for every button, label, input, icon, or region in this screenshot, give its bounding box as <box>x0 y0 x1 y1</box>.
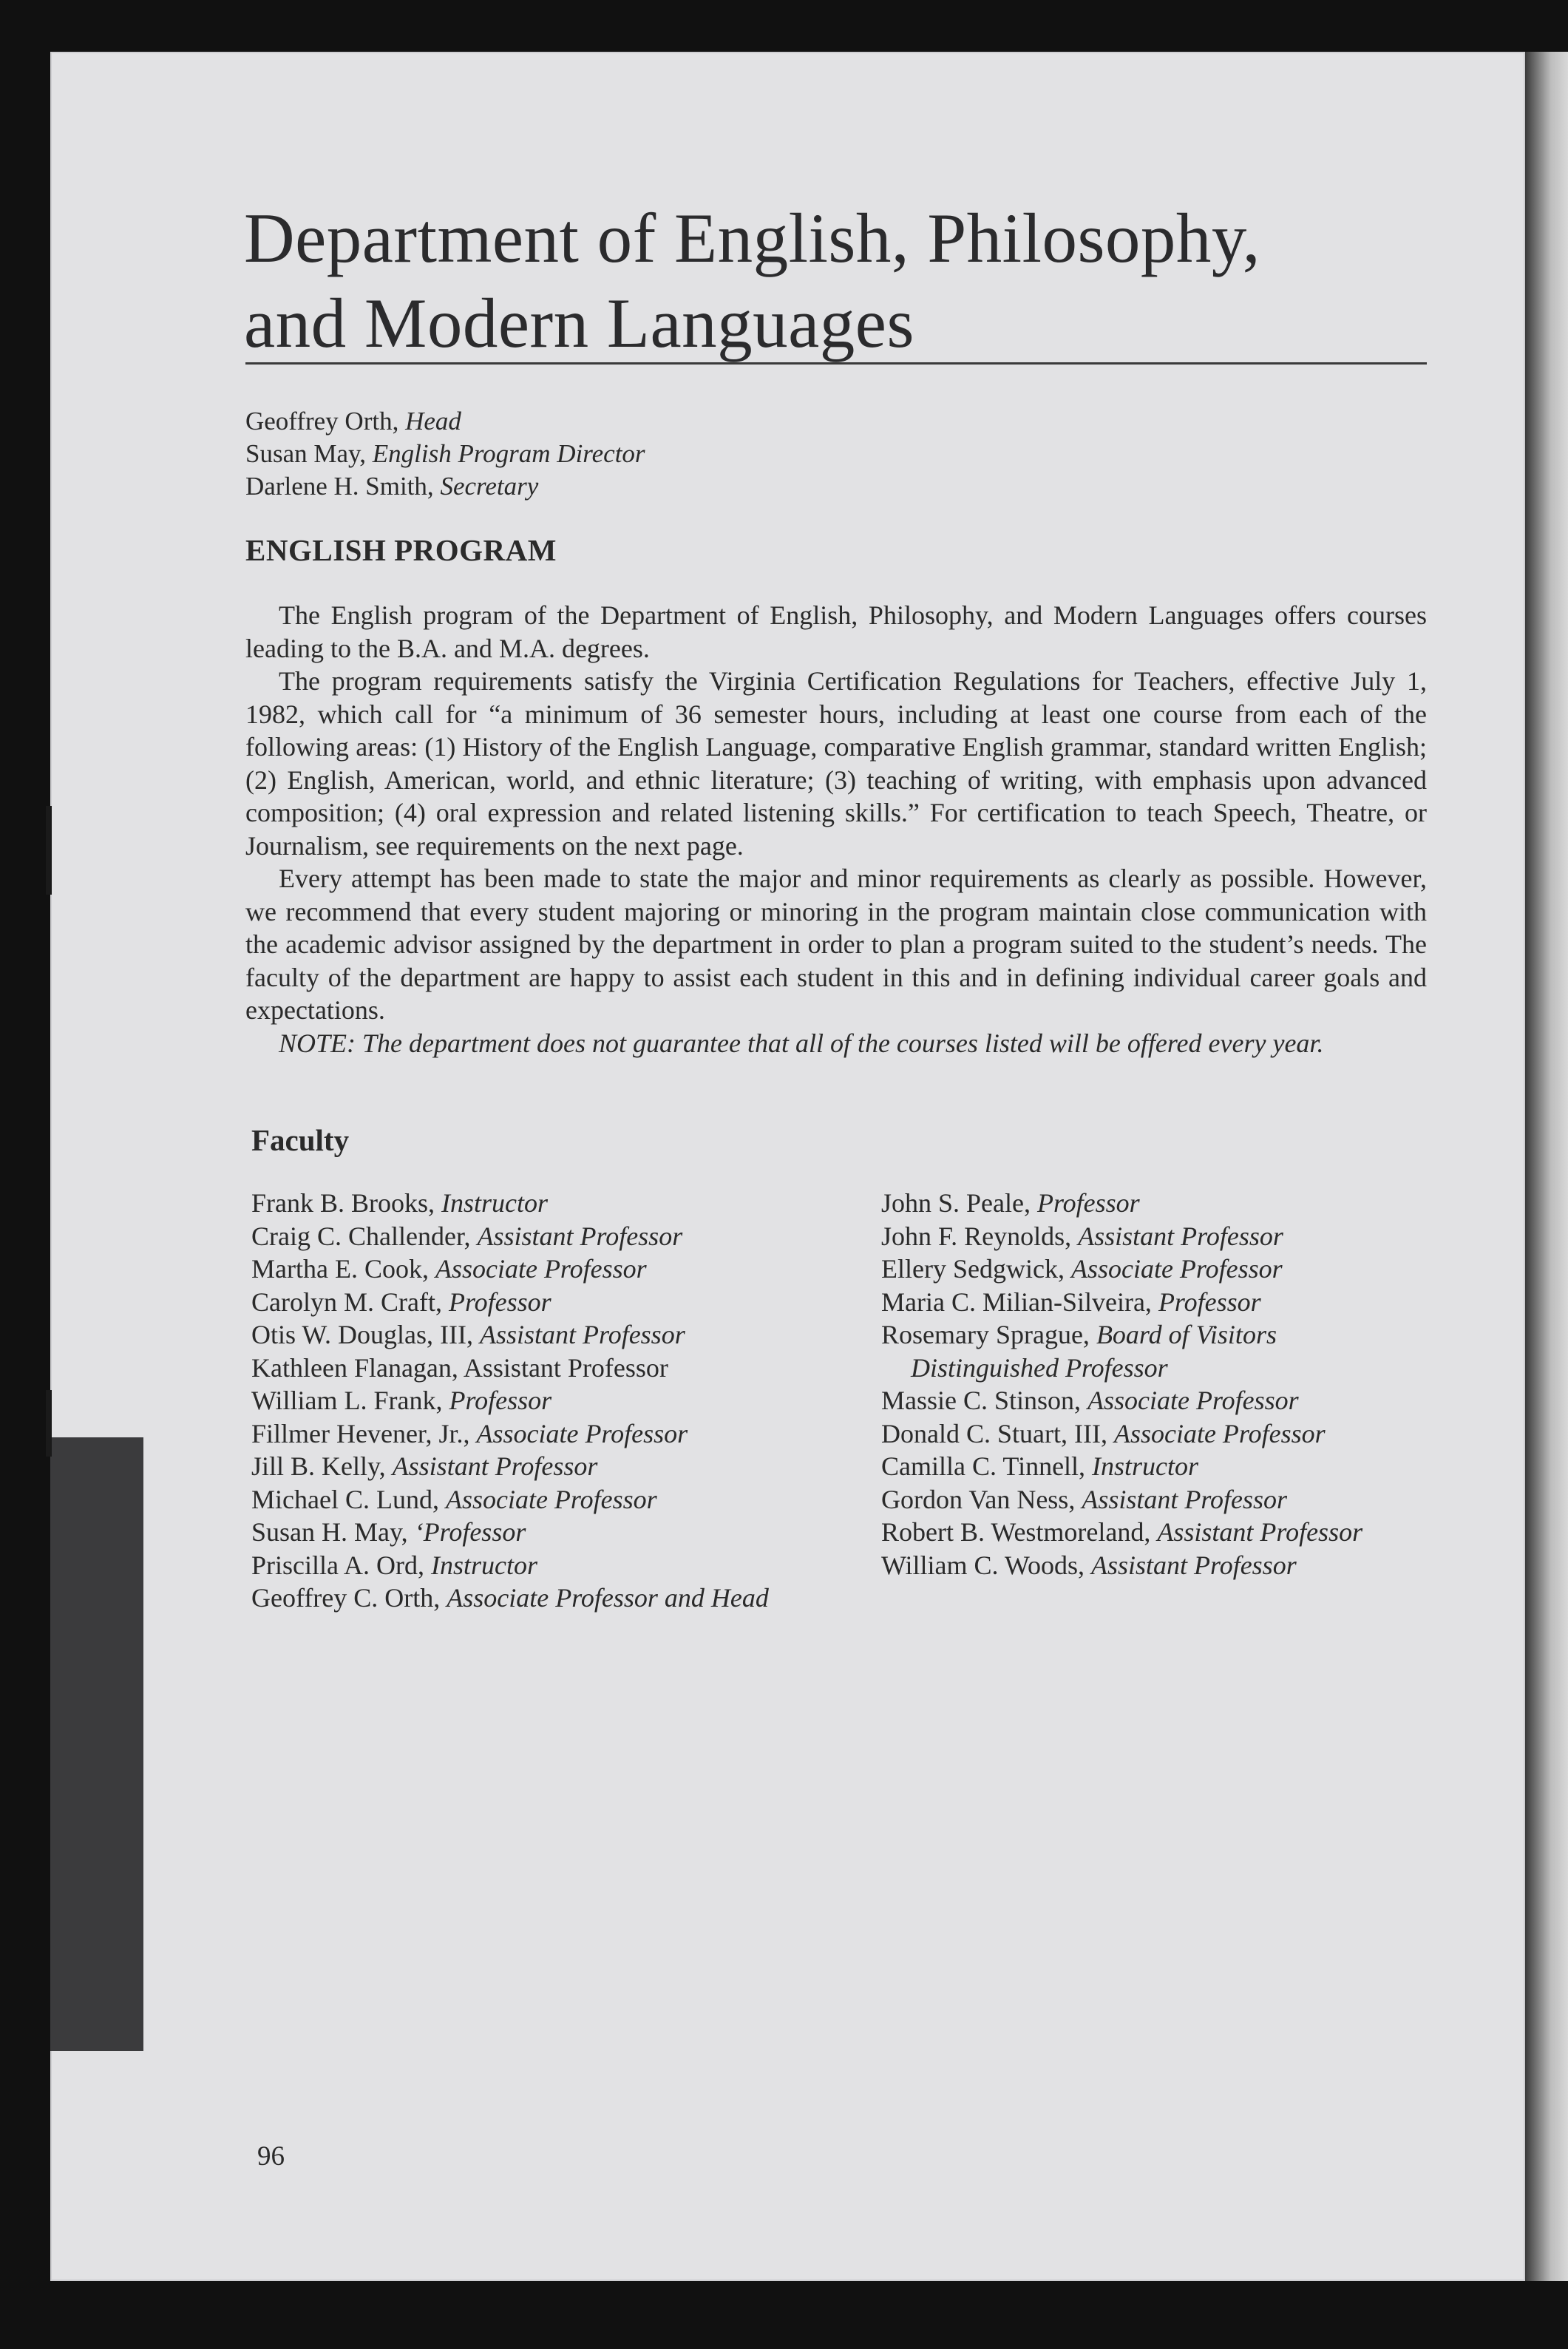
faculty-role: Instructor <box>1092 1451 1199 1481</box>
faculty-role: Instructor <box>441 1188 549 1218</box>
paragraph: The program requirements satisfy the Virginia Certification Regulations for Teachers, effective July 1, 1982, which call for “a minimum of 36 semester hours, including at least one course from each of the following areas: (1) History of the English Language, comparative English grammar, standard written English; (2) English, American, world, and ethnic literature; (3) teaching of writing, with emphasis upon advanced composition; (4) oral expression and related listening skills.” For certification to teach Speech, Theatre, or Journalism, see requirements on the next page. <box>245 666 1427 861</box>
staff-name: Darlene H. Smith, <box>245 472 441 501</box>
faculty-name: Maria C. Milian-Silveira, <box>881 1287 1158 1317</box>
staff-entry <box>245 470 645 503</box>
staff-name: Susan May, <box>245 439 373 468</box>
faculty-entry <box>251 1417 858 1451</box>
faculty-name: Craig C. Challender, <box>251 1221 478 1251</box>
faculty-role: Associate Professor <box>476 1418 688 1448</box>
faculty-entry <box>881 1187 1465 1220</box>
faculty-entry <box>251 1187 858 1220</box>
catalog-page <box>50 52 1525 2281</box>
faculty-name: Robert B. Westmoreland, <box>881 1517 1158 1547</box>
faculty-role: Professor <box>1037 1188 1140 1218</box>
staff-entry <box>245 438 645 470</box>
faculty-entry <box>251 1450 858 1483</box>
page-title-line: and Modern Languages <box>244 284 914 362</box>
faculty-name: Frank B. Brooks, <box>251 1188 442 1218</box>
page-number: 96 <box>257 2141 285 2172</box>
staff-entry <box>245 405 645 438</box>
faculty-entry <box>251 1318 858 1352</box>
faculty-entry <box>251 1352 858 1385</box>
faculty-name: Jill B. Kelly, <box>251 1451 393 1481</box>
faculty-role: Assistant Professor <box>1157 1517 1363 1547</box>
staff-list <box>245 405 645 503</box>
faculty-name: Camilla C. Tinnell, <box>881 1451 1093 1481</box>
faculty-role: Assistant Professor <box>477 1221 683 1251</box>
faculty-role: Associate Professor <box>1087 1386 1299 1415</box>
faculty-entry <box>251 1220 858 1253</box>
faculty-list-right <box>881 1187 1465 1582</box>
staff-role: Head <box>405 407 461 435</box>
faculty-entry <box>251 1483 858 1516</box>
paragraph: Every attempt has been made to state the major and minor requirements as clearly as possible. However, we recommend that every student majoring or minoring in the program maintain close communication with the academic advisor assigned by the department in order to plan a program suited to the student’s needs. The faculty of the department are happy to assist each student in this and in defining individual career goals and expectations. <box>245 864 1427 1025</box>
staff-role: English Program Director <box>372 439 645 468</box>
faculty-name: Martha E. Cook, <box>251 1254 435 1284</box>
faculty-entry <box>251 1516 858 1549</box>
faculty-role: Professor <box>448 1287 551 1317</box>
page-edge <box>1525 52 1568 2281</box>
faculty-role: Assistant Professor <box>392 1451 598 1481</box>
faculty-name: Donald C. Stuart, III, <box>881 1418 1114 1448</box>
faculty-list-left <box>251 1187 858 1615</box>
faculty-role: Assistant Professor <box>1091 1550 1297 1580</box>
faculty-name: Priscilla A. Ord, <box>251 1550 431 1580</box>
faculty-entry <box>881 1253 1465 1286</box>
faculty-entry <box>881 1450 1465 1483</box>
faculty-name: Massie C. Stinson, <box>881 1386 1088 1415</box>
faculty-name: Rosemary Sprague, <box>881 1320 1096 1349</box>
faculty-role: Board of Visitors <box>1096 1320 1277 1349</box>
staff-role: Secretary <box>440 472 539 501</box>
faculty-role: Associate Professor <box>1070 1254 1283 1284</box>
faculty-role: Assistant Professor <box>1078 1221 1283 1251</box>
faculty-name: John S. Peale, <box>881 1188 1037 1218</box>
faculty-entry <box>251 1582 858 1615</box>
faculty-name: Carolyn M. Craft, <box>251 1287 449 1317</box>
faculty-entry <box>251 1253 858 1286</box>
faculty-entry <box>881 1318 1465 1352</box>
faculty-entry <box>881 1549 1465 1582</box>
faculty-name: Fillmer Hevener, Jr., <box>251 1418 477 1448</box>
english-program-body <box>245 599 1427 1060</box>
faculty-role: Associate Professor <box>1113 1418 1326 1448</box>
english-program-heading: ENGLISH PROGRAM <box>245 533 557 567</box>
staff-name: Geoffrey Orth, <box>245 407 406 435</box>
faculty-role: Associate Professor and Head <box>447 1583 769 1613</box>
faculty-entry <box>881 1417 1465 1451</box>
faculty-name: Otis W. Douglas, III, <box>251 1320 480 1349</box>
faculty-entry <box>881 1220 1465 1253</box>
faculty-name: Michael C. Lund, <box>251 1484 446 1514</box>
faculty-heading: Faculty <box>251 1123 350 1157</box>
faculty-role: Assistant Professor <box>1082 1484 1288 1514</box>
faculty-name: Susan H. May, <box>251 1517 415 1547</box>
faculty-name: William C. Woods, <box>881 1550 1091 1580</box>
faculty-entry <box>881 1483 1465 1516</box>
faculty-name: John F. Reynolds, <box>881 1221 1079 1251</box>
faculty-entry <box>251 1549 858 1582</box>
faculty-role: Associate Professor <box>435 1254 647 1284</box>
faculty-entry <box>881 1384 1465 1417</box>
faculty-role: ‘Professor <box>414 1517 526 1547</box>
faculty-name: Ellery Sedgwick, <box>881 1254 1071 1284</box>
faculty-name: Geoffrey C. Orth, <box>251 1583 447 1613</box>
binding-mark <box>46 1390 52 1457</box>
faculty-role: Distinguished Professor <box>911 1352 1168 1383</box>
title-divider <box>245 362 1427 365</box>
faculty-entry-continuation <box>881 1352 1465 1385</box>
faculty-role: Assistant Professor <box>480 1320 685 1349</box>
faculty-entry <box>881 1516 1465 1549</box>
faculty-role: Professor <box>449 1386 552 1415</box>
faculty-name: William L. Frank, <box>251 1386 449 1415</box>
faculty-name: Gordon Van Ness, <box>881 1484 1082 1514</box>
faculty-entry <box>251 1384 858 1417</box>
faculty-role: Professor <box>1158 1287 1261 1317</box>
section-tab-strip <box>50 1437 143 2051</box>
page-title-line: Department of English, Philosophy, <box>244 199 1261 277</box>
faculty-role: Associate Professor <box>445 1484 657 1514</box>
faculty-entry <box>881 1286 1465 1319</box>
faculty-entry <box>251 1286 858 1319</box>
page-title <box>244 196 1442 366</box>
note-paragraph: NOTE: The department does not guarantee that all of the courses listed will be offered every year. <box>279 1028 1324 1058</box>
binding-mark <box>46 806 52 895</box>
faculty-name: Kathleen Flanagan, Assistant Professor <box>251 1352 668 1383</box>
paragraph: The English program of the Department of English, Philosophy, and Modern Languages offers courses leading to the B.A. and M.A. degrees. <box>245 600 1427 663</box>
faculty-role: Instructor <box>430 1550 537 1580</box>
